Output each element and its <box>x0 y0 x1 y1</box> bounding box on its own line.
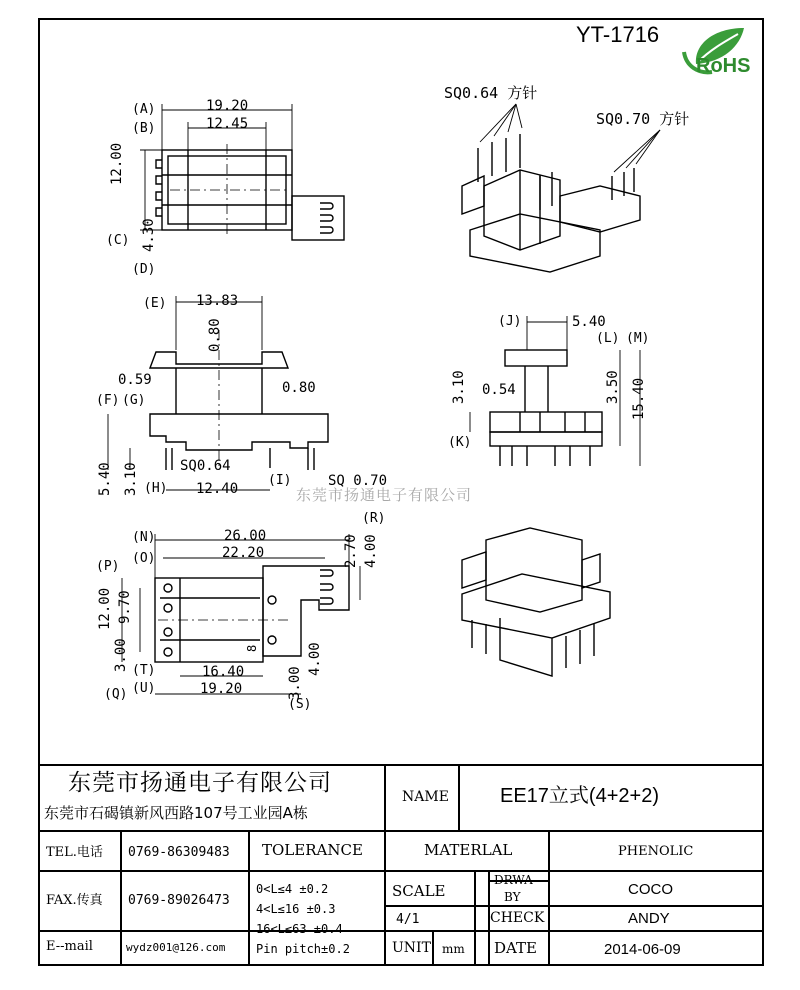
label-g: (G) <box>122 393 146 408</box>
drwa-label: DRWA <box>494 873 533 887</box>
dim-3-00-s: 3.00 <box>287 666 303 700</box>
tolerance-2: 4<L≤16 ±0.3 <box>256 902 336 916</box>
fax-label: FAX.传真 <box>46 893 103 908</box>
label-f: (F) <box>96 393 120 408</box>
dim-19-20-u: 19.20 <box>200 681 243 697</box>
label-n: (N) <box>132 530 156 545</box>
dim-13-83: 13.83 <box>196 293 239 309</box>
dim-3-10: 3.10 <box>123 462 139 496</box>
dim-2-70: 2.70 <box>343 534 359 568</box>
dim-4-30: 4.30 <box>141 218 157 252</box>
tel-value: 0769-86309483 <box>128 845 230 860</box>
name-label: NAME <box>402 789 449 805</box>
company-address: 东莞市石碣镇新风西路107号工业园A栋 <box>44 804 308 822</box>
dim-0-54: 0.54 <box>482 382 516 398</box>
dim-12-00: 12.00 <box>109 142 125 185</box>
material-value: PHENOLIC <box>618 844 694 859</box>
pin-8-label: 8 <box>245 644 259 652</box>
tolerance-3: 16<L≤63 ±0.4 <box>256 922 343 936</box>
label-a: (A) <box>132 102 156 117</box>
tolerance-1: 0<L≤4 ±0.2 <box>256 882 329 896</box>
dim-9-70: 9.70 <box>117 590 133 624</box>
dim-16-40: 16.40 <box>202 664 245 680</box>
view-top <box>156 144 344 240</box>
dim-sq064: SQ0.64 <box>180 458 231 474</box>
dim-3-00-t: 3.00 <box>113 638 129 672</box>
dim-12-45: 12.45 <box>206 116 249 132</box>
dim-3-50: 3.50 <box>605 370 621 404</box>
label-t: (T) <box>132 663 156 678</box>
view-isometric-top <box>462 104 660 272</box>
label-h: (H) <box>144 481 168 496</box>
sq064-callout: SQ0.64 方针 <box>444 84 538 102</box>
dim-4-00-r: 4.00 <box>363 534 379 568</box>
label-r: (R) <box>362 511 386 526</box>
label-d: (D) <box>132 262 156 277</box>
dim-0-80: 0.80 <box>282 380 316 396</box>
dim-4-00-s: 4.00 <box>307 642 323 676</box>
dim-sq070: SQ 0.70 <box>328 473 388 489</box>
label-l: (L) <box>596 331 620 346</box>
email-value: wydz001@126.com <box>126 941 226 954</box>
label-o: (O) <box>132 551 156 566</box>
label-k: (K) <box>448 435 472 450</box>
company-name: 东莞市扬通电子有限公司 <box>68 770 332 796</box>
email-label: E--mail <box>46 939 93 954</box>
date-label: DATE <box>494 939 537 957</box>
checked-by-value: ANDY <box>628 910 670 927</box>
watermark: 东莞市扬通电子有限公司 <box>296 486 473 504</box>
unit-value: mm <box>442 942 465 956</box>
material-label: MATERLAL <box>424 841 513 859</box>
dim-15-40: 15.40 <box>631 377 647 420</box>
tel-label: TEL.电话 <box>46 845 103 860</box>
dim-0-59: 0.59 <box>118 372 152 388</box>
label-q: (Q) <box>104 687 128 702</box>
scale-value: 4/1 <box>396 912 420 927</box>
label-m: (M) <box>626 331 650 346</box>
part-name-value: EE17立式(4+2+2) <box>500 785 659 807</box>
rohs-label: RoHS <box>696 55 751 77</box>
label-c: (C) <box>106 233 130 248</box>
check-label: CHECK <box>490 910 545 926</box>
dim-19-20: 19.20 <box>206 98 249 114</box>
label-i: (I) <box>268 473 292 488</box>
fax-value: 0769-89026473 <box>128 893 230 908</box>
dim-12-40: 12.40 <box>196 481 239 497</box>
dim-5-40: 5.40 <box>97 462 113 496</box>
dim-0-80-v: 0.80 <box>207 318 223 352</box>
label-u: (U) <box>132 681 156 696</box>
tolerance-label: TOLERANCE <box>262 841 363 859</box>
label-b: (B) <box>132 121 156 136</box>
label-e: (E) <box>143 296 167 311</box>
view-side <box>490 350 602 466</box>
label-p: (P) <box>96 559 120 574</box>
by-label: BY <box>504 890 521 904</box>
part-number: YT-1716 <box>576 22 660 47</box>
dim-3-10-k: 3.10 <box>451 370 467 404</box>
view-isometric-bottom <box>462 528 610 676</box>
drawn-by-value: COCO <box>628 881 673 898</box>
dim-22-20: 22.20 <box>222 545 265 561</box>
tolerance-4: Pin pitch±0.2 <box>256 942 350 956</box>
date-value: 2014-06-09 <box>604 941 681 958</box>
sq070-callout: SQ0.70 方针 <box>596 110 690 128</box>
unit-label: UNIT <box>392 940 431 956</box>
scale-label: SCALE <box>392 882 446 900</box>
dim-5-40-j: 5.40 <box>572 314 606 330</box>
view-front <box>150 330 328 470</box>
label-j: (J) <box>498 314 522 329</box>
label-s: (S) <box>288 697 312 712</box>
dim-26-00: 26.00 <box>224 528 267 544</box>
dim-12-00-p: 12.00 <box>97 587 113 630</box>
